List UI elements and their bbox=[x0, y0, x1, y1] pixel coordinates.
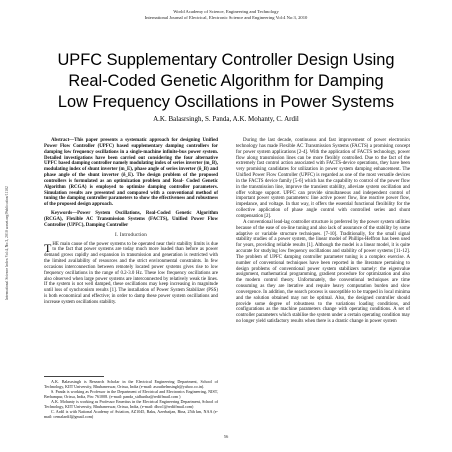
paper-title bbox=[40, 50, 412, 113]
title-line-1: UPFC Supplementary Controller Design Using bbox=[57, 51, 395, 69]
journal-volume: International Journal of Electrical, Electronic Science and Engineering Vol:4 No:3, 2010 bbox=[144, 15, 308, 20]
body-paragraph-1: During the last decade, continuous and fast improvement of power electronics technology has made Flexible AC Transmission Systems (FACTS) a promising concept for power system applications [2-4]. With the application of FACTS technology, power flow along transmission lines can be more flexibly controlled. Due to the fact of the extremely fast control action associated with FACTS-device operations, they have been very promising candidates for utilization in power system damping enhancement. The Unified Power Flow Controller (UPFC) is regarded as one of the most versatile devices in the FACTS device family [5-6] which has the capability to control of the power flow in the transmission line, improve the transient stability, alleviate system oscillation and offer voltage support. UPFC can provide simultaneous and independent control of important power system parameters: line active power flow, line reactive power flow, impedance, and voltage. In that way, it offers the essential functional flexibility for the collective application of phase angle control with controlled series and shunt compensation [2]. bbox=[236, 138, 410, 219]
footnote-3: A.K. Mohanty is working as Professor Emeritus in the Electrical Engineering Department, School of Technology, KIIT University, Bhubaneswar, Orissa, India, (e-mail: dhro1@rediffmail.com) bbox=[44, 399, 218, 409]
body-paragraph-2: A conventional lead-lag controller structure is preferred by the power system utilities because of the ease of on-line tuning and also lack of assurance of the stability by some adaptive or variable structure techniques. [7-10]. Traditionally, for the small signal stability studies of a power system, the linear model of Phillips-Heffron has been used for years, providing reliable results [1]. Although the model is a linear model, it is quite accurate for studying low frequency oscillations and stability of power systems [11-12]. The problem of UPFC damping controller parameter tuning is a complex exercise. A number of conventional techniques have been reported in the literature pertaining to design problems of conventional power system stabilizers namely: the eigenvalue assignment, mathematical programming, gradient procedure for optimization and also the modern control theory. Unfortunately, the conventional techniques are time consuming as they are iterative and require heavy computation burden and slow convergence. In addition, the search process is susceptible to be trapped in local minima and the solution obtained may not be optimal. Also, the designed controller should provide some degree of robustness to the variations loading conditions, and configurations as the machine parameters change with operating conditions. A set of controller parameters which stabilise the system under a certain operating condition may no longer yield satisfactory results when there is a drastic change in power system bbox=[236, 219, 410, 325]
keywords: Keywords—Power System Oscillations, Real-Coded Genetic Algorithm (RCGA), Flexible AC Transmission Systems (FACTS), Unified Power Flow Controller (UPFC), Damping Controller bbox=[44, 211, 218, 228]
right-column bbox=[236, 138, 410, 325]
side-stamp-text: International Science Index Vol:4, No:3, 2010 waset.org/Publication/11102 bbox=[5, 186, 9, 300]
side-stamp bbox=[5, 186, 9, 302]
abstract: Abstract—This paper presents a systematic approach for designing Unified Power Flow Controller (UPFC) based supplementary damping controllers for damping low frequency oscillations in a single-machine infinite-bus power system. Detailed investigations have been carried out considering the four alternative UPFC based damping controller namely modulating index of series inverter (m_B), modulating index of shunt inverter (m_E), phase angle of series inverter (δ_B) and phase angle of the shunt inverter (δ_E). The design problem of the proposed controllers is formulated as an optimization problem and Real- Coded Genetic Algorithm (RCGA) is employed to optimize damping controller parameters. Simulation results are presented and compared with a conventional method of tuning the damping controller parameters to show the effectiveness and robustness of the proposed design approach. bbox=[44, 138, 218, 208]
footnote-4: C. Ardil is with National Academy of Aviation, AZ1045, Baku, Azerbaijan, Bina, 25th km, NAA (e-mail: cemalardil@gmail.com) bbox=[44, 409, 218, 419]
footnotes bbox=[44, 379, 218, 419]
page-number: 56 bbox=[223, 434, 229, 439]
authors: A.K. Balasrsingh, S. Panda, A.K. Mohanty, C. Ardil bbox=[153, 115, 299, 123]
drop-cap: T bbox=[44, 240, 52, 255]
introduction-paragraph bbox=[44, 242, 218, 306]
title-line-2: Real-Coded Genetic Algorithm for Damping bbox=[68, 72, 384, 90]
title-line-3: Low Frequency Oscillations in Power Systems bbox=[57, 93, 395, 111]
footnote-divider bbox=[44, 376, 104, 377]
section-heading-introduction: I. Introduction bbox=[115, 232, 147, 238]
footnote-2: S. Panda is working as Professor in the Department of Electrical and Electronics Engineering, NIST, Berhampur, Orissa, India, Pin: 761008. (e-mail: panda_sidhartha@rediffmail.com ) bbox=[44, 389, 218, 399]
introduction-text: HE main cause of the power systems to be operated near their stability limits is due to the fact that power systems are today much more loaded than before as power demand grows rapidly and expansion in transmission and generation is restricted with the limited availability of resources and the strict environmental constraints. In few occasions interconnection between remotely located power systems gives rise to low frequency oscillations in the range of 0.2-3.0 Hz. These low frequency oscillations are also observed when large power systems are interconnected by relatively weak tie lines. If the system is not well damped, these oscillations may keep increasing in magnitude until loss of synchronism results [1]. The installation of Power System Stabilizer (PSS) is both economical and effective; in order to damp these power system oscillations and increase system oscillations stability. bbox=[44, 241, 218, 305]
footnote-1: A.K. Balasrsingh is Research Scholar in the Electrical Engineering Department, School of Technology, KIIT University, Bhubaneswar, Orissa, India (e-mail: asouthelmsingh@yahoo.co.in). bbox=[44, 379, 218, 389]
journal-name: World Academy of Science, Engineering and Technology bbox=[173, 9, 279, 14]
left-column bbox=[44, 138, 218, 306]
journal-header bbox=[0, 9, 452, 21]
